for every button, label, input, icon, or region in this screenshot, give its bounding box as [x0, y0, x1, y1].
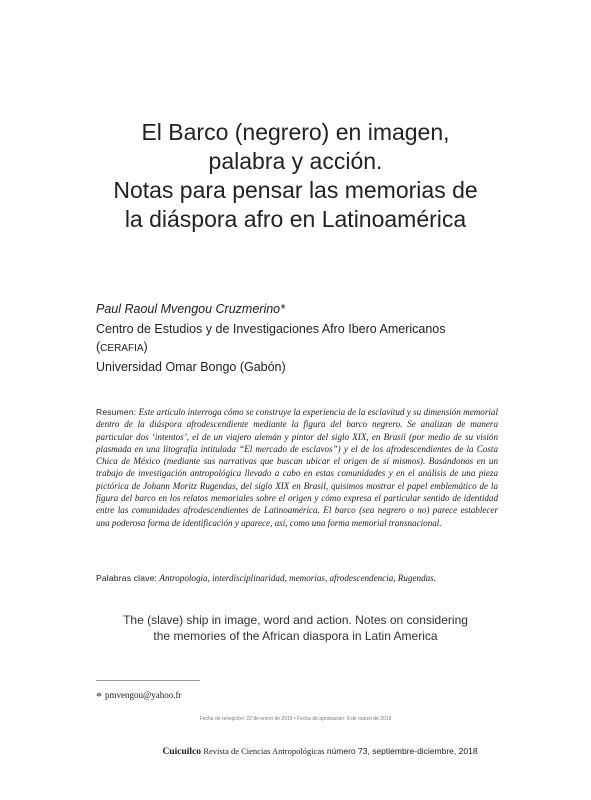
affiliation-acronym: (CERAFIA): [96, 340, 148, 354]
dates-line: Fecha de recepción: 22 de enero de 2019 • Fecha de aprobación: 9 de marzo de 2019: [199, 716, 392, 722]
affiliations: [96, 320, 446, 376]
journal-footer: [120, 746, 520, 757]
author-email[interactable]: pmvengou@yahoo.fr: [105, 690, 182, 700]
journal-name: Cuicuilco: [162, 747, 201, 757]
abstract-label: Resumen:: [96, 407, 137, 417]
title-line: El Barco (negrero) en imagen,: [141, 119, 450, 145]
footnote-divider: [96, 680, 200, 681]
keywords-text: Antropología, interdisciplinaridad, memorias, afrodescendencia, Rugendas.: [159, 573, 436, 583]
title-line: palabra y acción.: [208, 148, 383, 174]
footnote-mark: *: [96, 689, 102, 703]
acronym-text: CERAFIA: [100, 343, 144, 354]
affiliation-line: Centro de Estudios y de Investigaciones Afro Ibero Americanos: [96, 322, 446, 336]
english-title-line: the memories of the African diaspora in Latin America: [153, 629, 438, 643]
author-name: Paul Raoul Mvengou Cruzmerino*: [96, 302, 285, 316]
affiliation-line: Universidad Omar Bongo (Gabón): [96, 360, 286, 374]
english-title-line: The (slave) ship in image, word and action. Notes on considering: [123, 613, 468, 627]
abstract-text: Este artículo interroga cómo se construye la experiencia de la esclavitud y su dimensión memorial dentro de la diáspora afrodescendiente mediante la figura del barco negrero. Se analizan de manera particular dos ‘intentos’, el de un viajero alemán y pintor del siglo XIX, en Brasil (por medio de su visión plasmada en una litografía intitulada “El mercado de esclavos”) y el de los afrodescendientes de la Costa Chica de México (mediante sus narrativas que buscan ubicar el origen de sí mismos). Basándonos en un trabajo de investigación antropológica llevado a cabo en estas comunidades y en el análisis de una pieza pictórica de Johann Moritz Rugendas, del siglo XIX en Brasil, quisimos mostrar el papel emblemático de la figura del barco en los relatos memoriales sobre el origen y cómo expresa el particular sentido de identidad entre las comunidades afrodescendientes de Latinoamérica. El barco (sea negrero o no) parece establecer una poderosa forma de identificación y aparece, así, como una forma memorial transnacional.: [96, 407, 498, 528]
keywords-label: Palabras clave:: [96, 573, 158, 583]
journal-issue: número 73, septiembre-diciembre, 2018: [326, 746, 478, 756]
title-line: Notas para pensar las memorias de: [113, 177, 478, 203]
footnote: [96, 689, 182, 704]
english-title: [60, 612, 531, 644]
abstract: [96, 406, 498, 529]
title-line: la diáspora afro en Latinoamérica: [124, 206, 467, 232]
keywords: [96, 572, 498, 584]
article-title: [40, 118, 551, 234]
journal-subtitle: Revista de Ciencias Antropológicas: [203, 746, 325, 756]
